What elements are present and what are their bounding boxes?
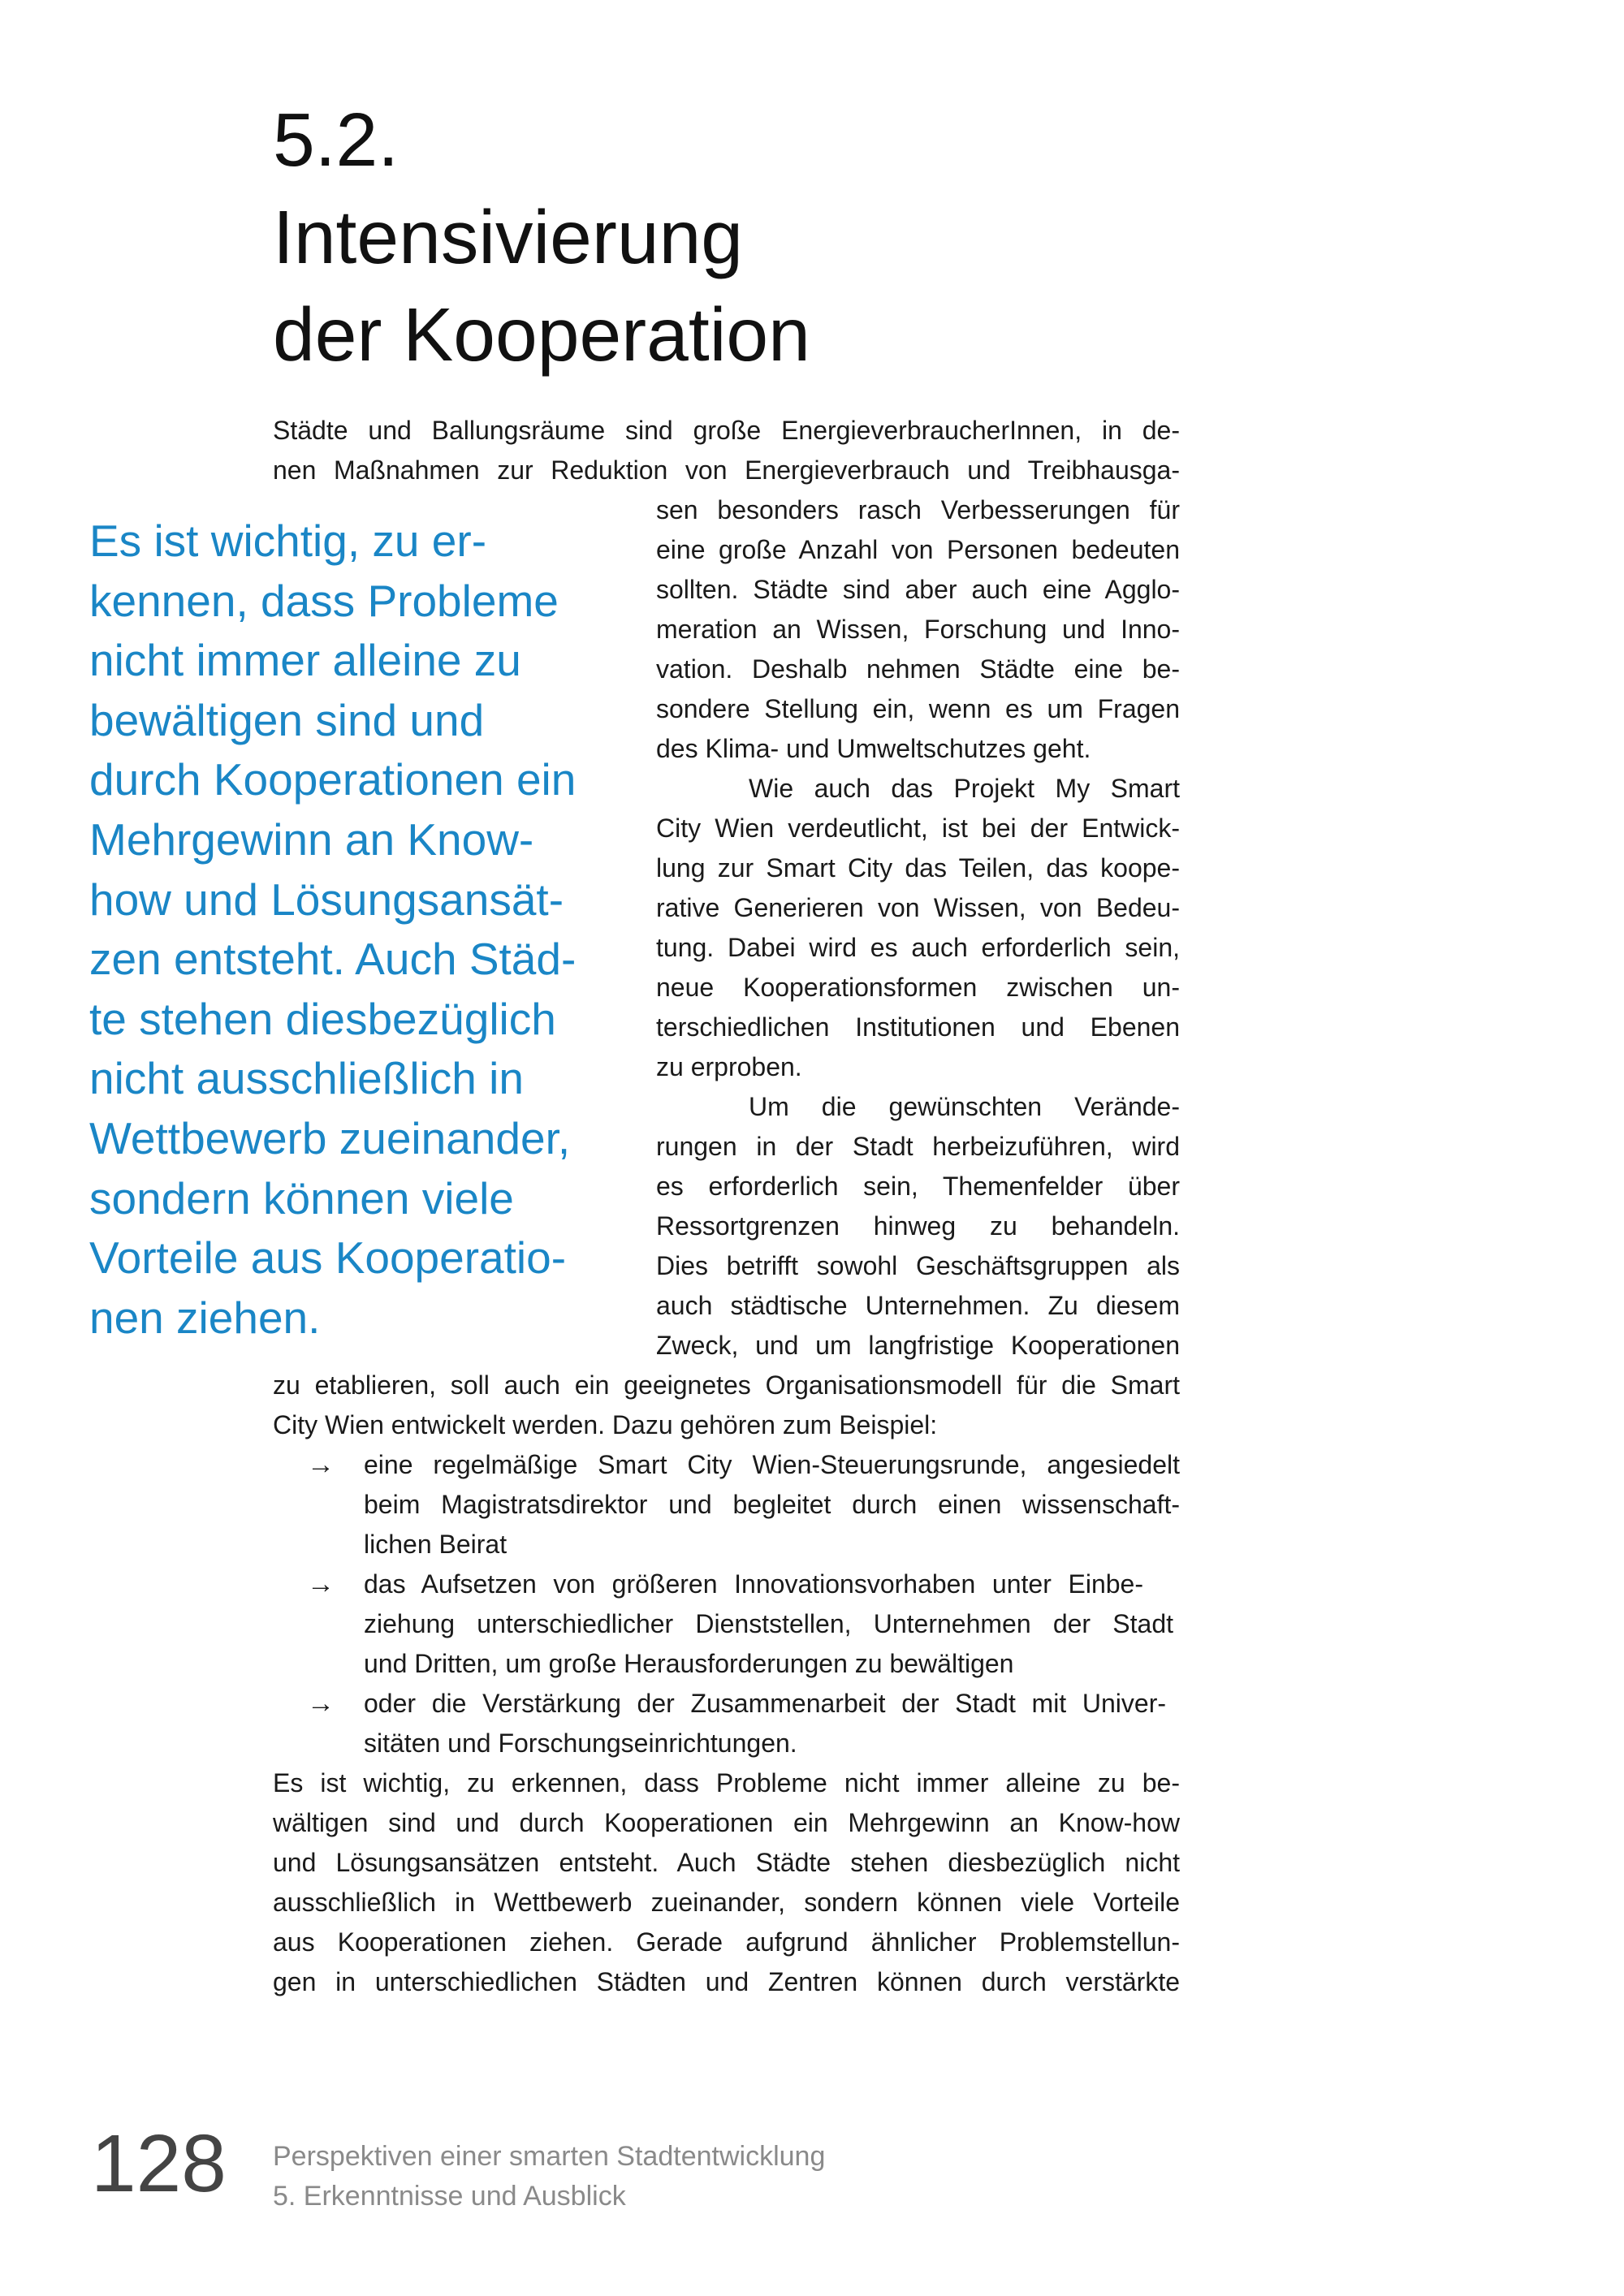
- arrow-right-icon: →: [307, 1688, 335, 1719]
- body-line: rative Generieren von Wissen, von Bedeu-: [656, 893, 1180, 922]
- pull-quote-line: nicht ausschließlich in: [89, 1053, 524, 1104]
- body-line: Dies betrifft sowohl Geschäftsgruppen als: [656, 1251, 1180, 1280]
- footer-chapter-title: 5. Erkenntnisse und Ausblick: [273, 2181, 626, 2212]
- body-line: aus Kooperationen ziehen. Gerade aufgrund ähnlicher Problemstellun-: [273, 1927, 1180, 1957]
- body-line: Städte und Ballungsräume sind große EnergieverbraucherInnen, in de-: [273, 416, 1180, 445]
- body-line: City Wien entwickelt werden. Dazu gehören zum Beispiel:: [273, 1410, 938, 1439]
- body-line: meration an Wissen, Forschung und Inno-: [656, 615, 1180, 644]
- body-line: wältigen sind und durch Kooperationen ein Mehrgewinn an Know-how: [273, 1808, 1180, 1837]
- body-line: neue Kooperationsformen zwischen un-: [656, 973, 1180, 1002]
- body-line: tung. Dabei wird es auch erforderlich sein,: [656, 933, 1180, 962]
- body-line: gen in unterschiedlichen Städten und Zentren können durch verstärkte: [273, 1967, 1180, 1996]
- body-line: terschiedlichen Institutionen und Ebenen: [656, 1012, 1180, 1042]
- list-item-line: ziehung unterschiedlicher Dienststellen, Unternehmen der Stadt: [364, 1609, 1173, 1638]
- arrow-right-icon: →: [307, 1569, 335, 1599]
- body-line: sollten. Städte sind aber auch eine Agglo-: [656, 575, 1180, 604]
- body-line: rungen in der Stadt herbeizuführen, wird: [656, 1132, 1180, 1161]
- pull-quote-line: nicht immer alleine zu: [89, 635, 521, 686]
- section-number: 5.2.: [273, 97, 400, 182]
- pull-quote: [89, 511, 576, 1348]
- body-line: vation. Deshalb nehmen Städte eine be-: [656, 654, 1180, 684]
- pull-quote-line: kennen, dass Probleme: [89, 575, 559, 626]
- body-line: Es ist wichtig, zu erkennen, dass Probleme nicht immer alleine zu be-: [273, 1768, 1180, 1798]
- footer-book-title: Perspektiven einer smarten Stadtentwicklung: [273, 2141, 826, 2172]
- section-heading: [273, 91, 810, 383]
- body-line: City Wien verdeutlicht, ist bei der Entwick-: [656, 814, 1180, 843]
- body-line: Zweck, und um langfristige Kooperationen: [656, 1331, 1180, 1360]
- body-line: nen Maßnahmen zur Reduktion von Energieverbrauch und Treibhausga-: [273, 455, 1180, 485]
- body-line: sen besonders rasch Verbesserungen für: [656, 495, 1180, 524]
- list-item-line: beim Magistratsdirektor und begleitet durch einen wissenschaft-: [364, 1490, 1180, 1519]
- body-line: ausschließlich in Wettbewerb zueinander, sondern können viele Vorteile: [273, 1888, 1180, 1917]
- body-line: Um die gewünschten Verände-: [749, 1092, 1180, 1121]
- body-line: und Lösungsansätzen entsteht. Auch Städte stehen diesbezüglich nicht: [273, 1848, 1180, 1877]
- list-item-line: lichen Beirat: [364, 1530, 508, 1559]
- pull-quote-line: Wettbewerb zueinander,: [89, 1112, 571, 1163]
- body-line: zu erproben.: [656, 1052, 802, 1081]
- pull-quote-line: Es ist wichtig, zu er-: [89, 516, 487, 566]
- list-item-line: und Dritten, um große Herausforderungen zu bewältigen: [364, 1649, 1014, 1678]
- list-item-line: das Aufsetzen von größeren Innovationsvorhaben unter Einbe-: [364, 1569, 1143, 1599]
- pull-quote-line: nen ziehen.: [89, 1292, 321, 1343]
- pull-quote-line: bewältigen sind und: [89, 694, 485, 745]
- pull-quote-line: sondern können viele: [89, 1172, 514, 1224]
- body-line: des Klima- und Umweltschutzes geht.: [656, 734, 1091, 763]
- pull-quote-line: how und Lösungsansät-: [89, 874, 564, 925]
- list-item-line: eine regelmäßige Smart City Wien-Steuerungsrunde, angesiedelt: [364, 1450, 1180, 1479]
- page-number: 128: [91, 2118, 227, 2209]
- body-line: auch städtische Unternehmen. Zu diesem: [656, 1291, 1180, 1320]
- list-item-line: sitäten und Forschungseinrichtungen.: [364, 1728, 797, 1758]
- body-line: Ressortgrenzen hinweg zu behandeln.: [656, 1211, 1180, 1241]
- list-item-line: oder die Verstärkung der Zusammenarbeit der Stadt mit Univer-: [364, 1689, 1166, 1718]
- pull-quote-line: Vorteile aus Kooperatio-: [89, 1232, 567, 1284]
- pull-quote-line: Mehrgewinn an Know-: [89, 814, 534, 865]
- body-line: zu etablieren, soll auch ein geeignetes Organisationsmodell für die Smart: [273, 1370, 1180, 1400]
- section-title-line-1: Intensivierung: [273, 195, 744, 279]
- running-footer: [273, 2137, 825, 2216]
- body-line: sondere Stellung ein, wenn es um Fragen: [656, 694, 1180, 723]
- pull-quote-line: te stehen diesbezüglich: [89, 993, 556, 1044]
- body-line: lung zur Smart City das Teilen, das koope-: [656, 853, 1180, 883]
- body-line: Wie auch das Projekt My Smart: [749, 774, 1180, 803]
- arrow-right-icon: →: [307, 1449, 335, 1480]
- section-title-line-2: der Kooperation: [273, 292, 810, 377]
- body-line: es erforderlich sein, Themenfelder über: [656, 1172, 1180, 1201]
- body-line: eine große Anzahl von Personen bedeuten: [656, 535, 1180, 564]
- pull-quote-line: durch Kooperationen ein: [89, 754, 577, 805]
- pull-quote-line: zen entsteht. Auch Städ-: [89, 934, 577, 985]
